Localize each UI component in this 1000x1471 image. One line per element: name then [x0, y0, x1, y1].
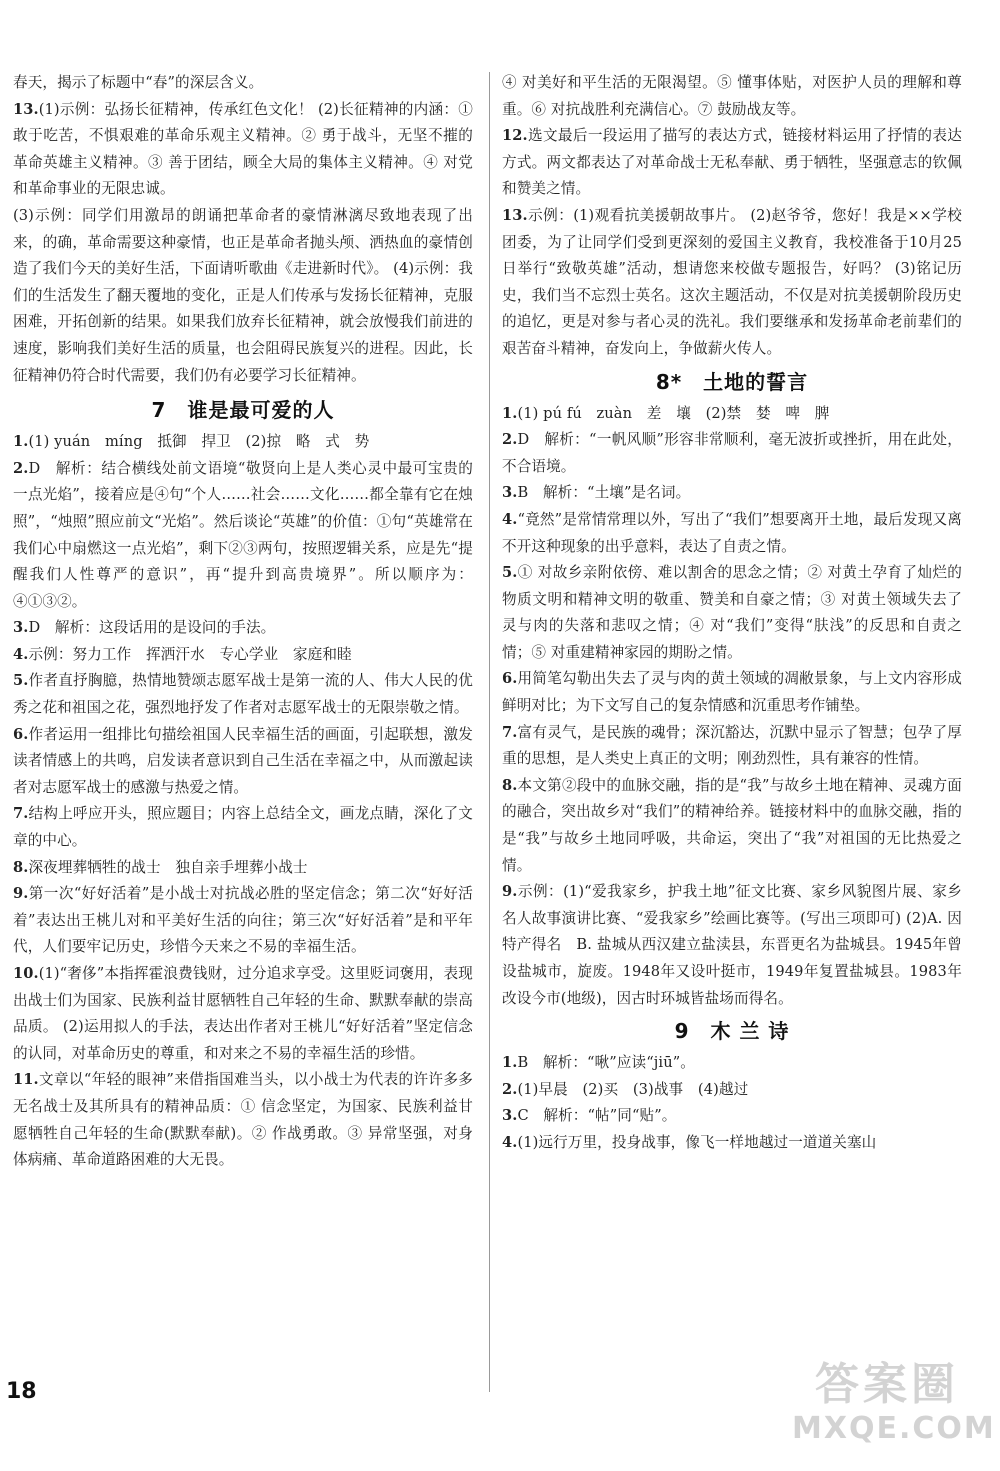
column-divider — [489, 72, 490, 1392]
right-column — [502, 70, 962, 1157]
answer-item: 13.示例：(1)观看抗美援朝故事片。 (2)赵爷爷，您好！我是××学校团委，为了让同学们受到更深刻的爱国主义教育，我校准备于10月25日举行“致敬英雄”活动，想请您来校做专题报告，好吗？ (3)铭记历史，我们当不忘烈士英名。这次主题活动，不仅是对抗美援朝阶段历史的追忆，更是对参与者心灵的洗礼。我们要继承和发扬革命老前辈们的艰苦奋斗精神，奋发向上，争做薪火传人。 — [502, 206, 962, 357]
answer-item: 1.(1) pú fú zuàn 差 壤 (2)禁 婪 啤 脾 — [502, 404, 830, 422]
answer-item: 7.结构上呼应开头，照应题目；内容上总结全文，画龙点睛，深化了文章的中心。 — [13, 805, 473, 850]
carryover-paragraph: ④ 对美好和平生活的无限渴望。⑤ 懂事体贴，对医护人员的理解和尊重。⑥ 对抗战胜利充满信心。⑦ 鼓励战友等。 — [502, 74, 962, 118]
answer-item: 1.(1) yuán míng 抵御 捍卫 (2)掠 略 式 势 — [13, 433, 370, 451]
answer-item: 8.深夜埋葬牺牲的战士 独自亲手埋葬小战士 — [13, 858, 308, 876]
answer-item: 2.(1)早晨 (2)买 (3)战事 (4)越过 — [502, 1080, 749, 1098]
answer-item: 2.D 解析：结合横线处前文语境“敬贤向上是人类心灵中最可宝贵的一点光焰”，接着应是④句“个人……社会……文化……都全靠有它在烛照”，“烛照”照应前文“光焰”。然后谈论“英雄”的价值：①句“英雄常在我们心中扇燃这一点光焰”，剩下②③两句，按照逻辑关系，应是先“提醒我们人性尊严的意识”，再“提升到高贵境界”。所以顺序为：④①③②。 — [13, 459, 473, 610]
answer-item: 1.B 解析：“啾”应读“jiū”。 — [502, 1054, 695, 1072]
answer-item: 4.(1)远行万里，投身战事，像飞一样地越过一道道关塞山 — [502, 1133, 877, 1151]
answer-item: 4.示例：努力工作 挥洒汗水 专心学业 家庭和睦 — [13, 645, 352, 663]
answer-item: 3.D 解析：这段话用的是设问的手法。 — [13, 619, 276, 637]
section-heading-9: 9 木 兰 诗 — [674, 1019, 790, 1044]
answer-item-13: 13.(1)示例：弘扬长征精神，传承红色文化！ (2)长征精神的内涵：① 敢于吃苦，不惧艰难的革命乐观主义精神。② 勇于战斗，无坚不摧的革命英雄主义精神。③ 善于团结，顾全大局的集体主义精神。④ 对党和革命事业的无限忠诚。 — [13, 100, 473, 198]
left-column — [13, 70, 473, 1174]
answer-item: 7.富有灵气，是民族的魂骨；深沉豁达，沉默中显示了智慧；包孕了厚重的思想，是人类史上真正的文明；刚劲烈性，具有兼容的性情。 — [502, 723, 962, 768]
answer-item: 12.选文最后一段运用了描写的表达方式，链接材料运用了抒情的表达方式。两文都表达了对革命战士无私奉献、勇于牺牲，坚强意志的钦佩和赞美之情。 — [502, 127, 962, 198]
answer-item: 4.“竟然”是常情常理以外，写出了“我们”想要离开土地，最后发现又离不开这种现象的出乎意料，表达了自责之情。 — [502, 510, 962, 555]
section-heading-7: 7 谁是最可爱的人 — [151, 398, 335, 423]
answer-item: 9.第一次“好好活着”是小战士对抗战必胜的坚定信念；第二次“好好活着”表达出王桃儿对和平美好生活的向往；第三次“好好活着”是和平年代，人们要牢记历史，珍惜今天来之不易的幸福生活。 — [13, 885, 473, 956]
watermark-text: 答案圈 — [815, 1359, 959, 1410]
watermark-logo — [792, 1358, 996, 1453]
answer-item: 3.B 解析：“土壤”是名词。 — [502, 484, 691, 502]
answer-item: 10.(1)“奢侈”本指挥霍浪费钱财，过分追求享受。这里贬词褒用，表现出战士们为国家、民族利益甘愿牺牲自己年轻的生命、默默奉献的崇高品质。 (2)运用拟人的手法，表达出作者对王桃儿“好好活着”坚定信念的认同，对革命历史的尊重，和对来之不易的幸福生活的珍惜。 — [13, 965, 473, 1062]
answer-item: 5.作者直抒胸臆，热情地赞颂志愿军战士是第一流的人、伟大人民的优秀之花和祖国之花，强烈地抒发了作者对志愿军战士的无限崇敬之情。 — [13, 672, 473, 717]
carryover-paragraph: 春天，揭示了标题中“春”的深层含义。 — [13, 74, 264, 91]
page-number: 18 — [6, 1379, 37, 1404]
answer-item: 6.用简笔勾勒出失去了灵与肉的黄土领域的凋敝景象，与上文内容形成鲜明对比；为下文写自己的复杂情感和沉重思考作铺垫。 — [502, 670, 962, 715]
answer-item: 3.C 解析：“帖”同“贴”。 — [502, 1107, 677, 1125]
answer-item: 11.文章以“年轻的眼神”来借指国难当头，以小战士为代表的许许多多无名战士及其所具有的精神品质：① 信念坚定，为国家、民族利益甘愿牺牲自己年轻的生命(默默奉献)。② 作战勇敢。③ 异常坚强，对身体病痛、革命道路困难的大无畏。 — [13, 1071, 473, 1169]
answer-item: 9.示例：(1)“爱我家乡，护我土地”征文比赛、家乡风貌图片展、家乡名人故事演讲比赛、“爱我家乡”绘画比赛等。(写出三项即可) (2)A. 因特产得名 B. 盐城从西汉建立盐渎县，东晋更名为盐城县。1945年曾设盐城市，旋废。1948年又设叶挺市，1949年复置盐城县。1983年改设今市(地级)，因古时环城皆盐场而得名。 — [502, 883, 962, 1007]
watermark-url: MXQE.COM — [792, 1411, 996, 1446]
answer-item: 8.本文第②段中的血脉交融，指的是“我”与故乡土地在精神、灵魂方面的融合，突出故乡对“我们”的精神给养。链接材料中的血脉交融，指的是“我”与故乡土地同呼吸，共命运，突出了“我”对祖国的无比热爱之情。 — [502, 776, 962, 874]
answer-item: 6.作者运用一组排比句描绘祖国人民幸福生活的画面，引起联想，激发读者情感上的共鸣，启发读者意识到自己生活在幸福之中，从而激起读者对志愿军战士的感激与热爱之情。 — [13, 725, 473, 796]
section-heading-8: 8* 土地的誓言 — [655, 369, 809, 394]
answer-item-13-continued: (3)示例：同学们用激昂的朗诵把革命者的豪情淋漓尽致地表现了出来，的确，革命需要这种豪情，也正是革命者抛头颅、洒热血的豪情创造了我们今天的美好生活，下面请听歌曲《走进新时代》。 (4)示例：我们的生活发生了翻天覆地的变化，正是人们传承与发扬长征精神，克服困难，开拓创新的结果。如果我们放弃长征精神，就会放慢我们前进的速度，影响我们美好生活的质量，也会阻碍民族复兴的进程。因此，长征精神仍符合时代需要，我们仍有必要学习长征精神。 — [13, 206, 473, 384]
answer-item: 2.D 解析：“一帆风顺”形容非常顺利，毫无波折或挫折，用在此处，不合语境。 — [502, 431, 962, 475]
answer-item: 5.① 对故乡亲附依傍、难以割舍的思念之情；② 对黄土孕育了灿烂的物质文明和精神文明的敬重、赞美和自豪之情；③ 对黄土领域失去了灵与肉的失落和悲叹之情；④ 对“我们”变得“肤浅”的反思和自责之情；⑤ 对重建精神家园的期盼之情。 — [502, 564, 962, 661]
